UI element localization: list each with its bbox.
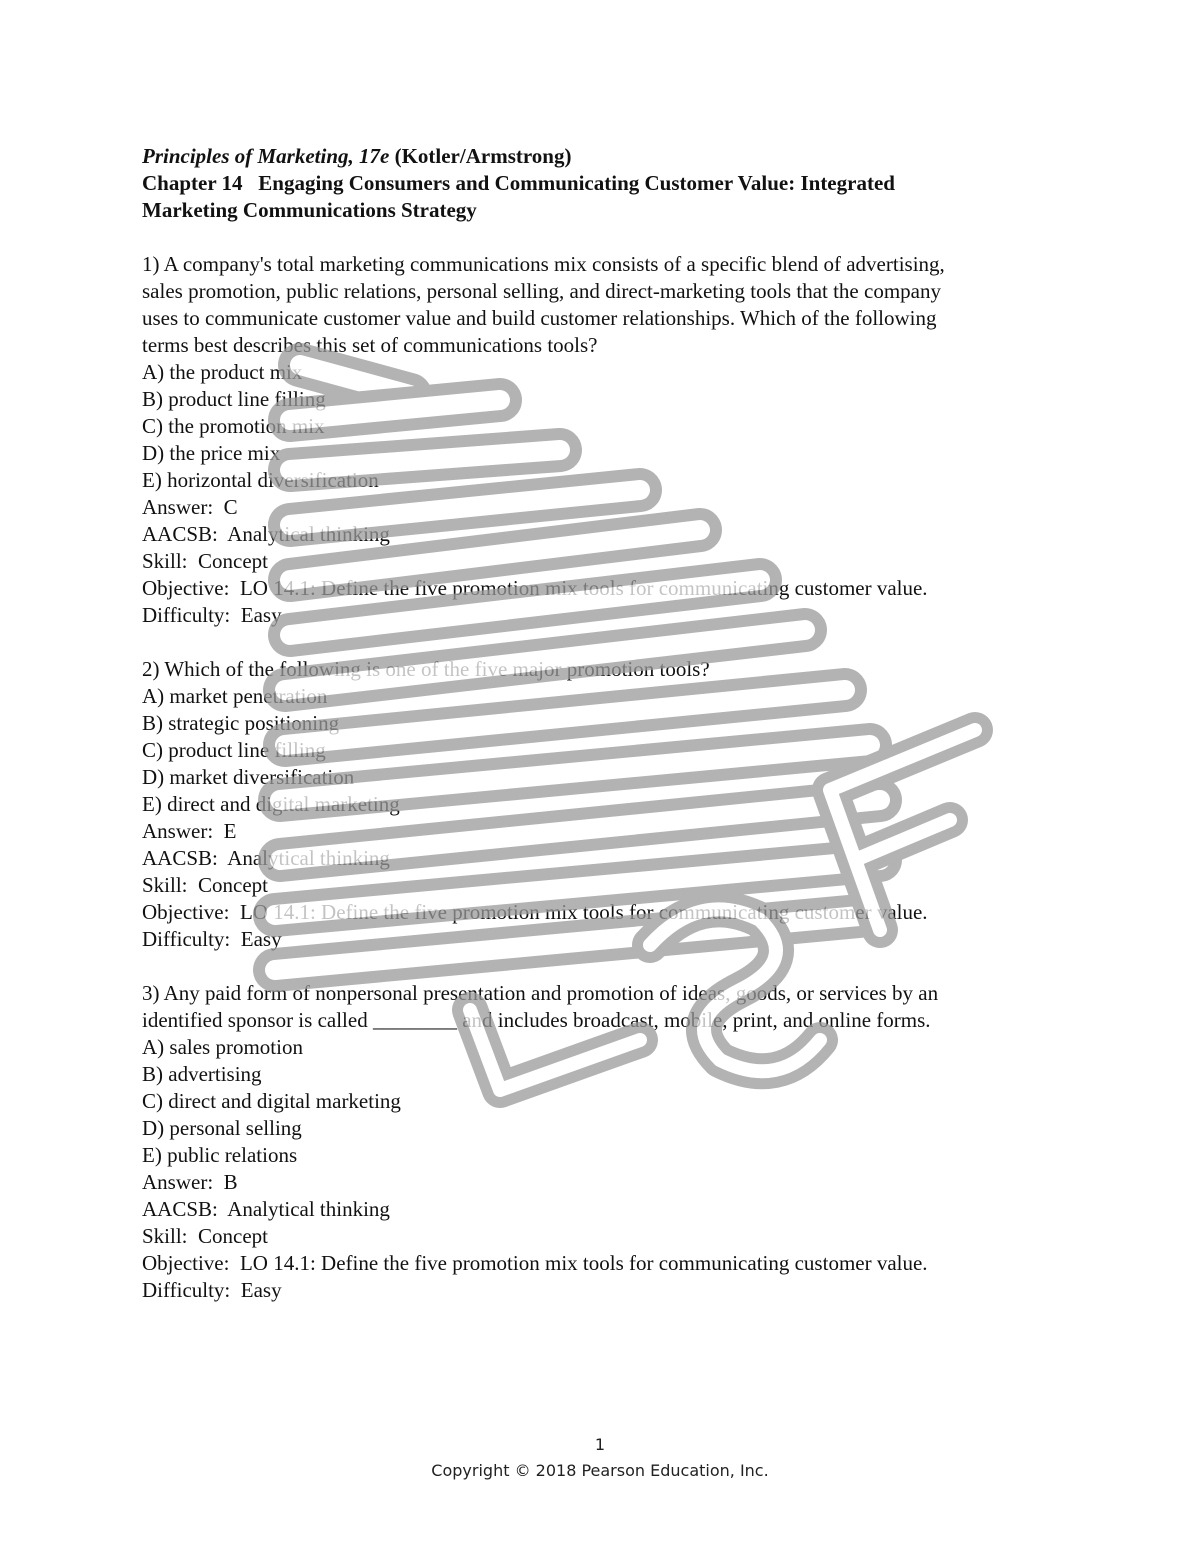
objective-tag: Objective: LO 14.1: Define the five promotion mix tools for communicating customer value. <box>142 900 928 924</box>
answer-option: C) direct and digital marketing <box>142 1089 401 1113</box>
aacsb-tag: AACSB: Analytical thinking <box>142 846 390 870</box>
question-block <box>142 980 1042 1304</box>
answer-option: C) product line filling <box>142 738 326 762</box>
difficulty-tag: Difficulty: Easy <box>142 927 282 951</box>
answer-key: Answer: C <box>142 495 238 519</box>
answer-option: B) product line filling <box>142 387 326 411</box>
skill-tag: Skill: Concept <box>142 1224 268 1248</box>
document-content <box>142 143 1042 1304</box>
book-authors: (Kotler/Armstrong) <box>389 144 572 168</box>
answer-option: B) advertising <box>142 1062 262 1086</box>
difficulty-tag: Difficulty: Easy <box>142 1278 282 1302</box>
chapter-title-line-2: Marketing Communications Strategy <box>142 198 477 222</box>
question-stem-line: 2) Which of the following is one of the five major promotion tools? <box>142 657 710 681</box>
page-number: 1 <box>594 1435 606 1454</box>
skill-tag: Skill: Concept <box>142 873 268 897</box>
difficulty-tag: Difficulty: Easy <box>142 603 282 627</box>
spacer <box>142 629 1042 656</box>
answer-option: B) strategic positioning <box>142 711 340 735</box>
question-stem-line: uses to communicate customer value and build customer relationships. Which of the following <box>142 306 937 330</box>
aacsb-tag: AACSB: Analytical thinking <box>142 1197 390 1221</box>
answer-option: E) public relations <box>142 1143 298 1167</box>
answer-option: E) direct and digital marketing <box>142 792 400 816</box>
answer-option: A) market penetration <box>142 684 328 708</box>
answer-option: A) the product mix <box>142 360 303 384</box>
book-title-line <box>142 143 1042 170</box>
book-title: Principles of Marketing, 17e <box>142 144 390 168</box>
objective-tag: Objective: LO 14.1: Define the five promotion mix tools for communicating customer value. <box>142 1251 928 1275</box>
answer-key: Answer: E <box>142 819 237 843</box>
chapter-title-line-1: Chapter 14 Engaging Consumers and Communicating Customer Value: Integrated <box>142 171 895 195</box>
question-block <box>142 251 1042 656</box>
answer-option: A) sales promotion <box>142 1035 303 1059</box>
answer-key: Answer: B <box>142 1170 238 1194</box>
skill-tag: Skill: Concept <box>142 549 268 573</box>
question-block <box>142 656 1042 980</box>
answer-option: D) personal selling <box>142 1116 302 1140</box>
question-stem-line: terms best describes this set of communications tools? <box>142 333 598 357</box>
aacsb-tag: AACSB: Analytical thinking <box>142 522 390 546</box>
objective-tag: Objective: LO 14.1: Define the five promotion mix tools for communicating customer value. <box>142 576 928 600</box>
spacer <box>142 953 1042 980</box>
answer-option: D) the price mix <box>142 441 281 465</box>
question-list <box>142 251 1042 1304</box>
question-stem-line: 3) Any paid form of nonpersonal presentation and promotion of ideas, goods, or services by an <box>142 981 939 1005</box>
answer-option: D) market diversification <box>142 765 355 789</box>
answer-option: E) horizontal diversification <box>142 468 379 492</box>
spacer <box>142 224 1042 251</box>
question-stem-line: 1) A company's total marketing communications mix consists of a specific blend of advertising, <box>142 252 945 276</box>
copyright-notice: Copyright © 2018 Pearson Education, Inc. <box>431 1461 769 1480</box>
question-stem-line: sales promotion, public relations, personal selling, and direct-marketing tools that the company <box>142 279 941 303</box>
question-stem-line: identified sponsor is called ________ and includes broadcast, mobile, print, and online forms. <box>142 1008 931 1032</box>
answer-option: C) the promotion mix <box>142 414 325 438</box>
